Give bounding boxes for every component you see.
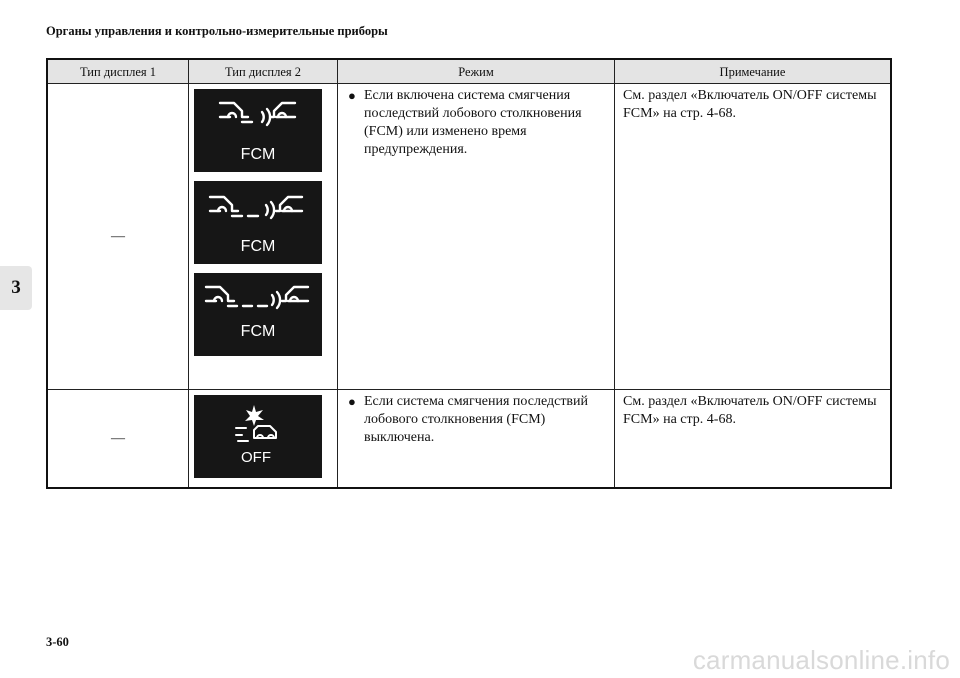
fcm-distance-long-icon (194, 273, 322, 356)
running-header: Органы управления и контрольно-измерительные приборы (46, 24, 388, 38)
mode-bullet-item (348, 87, 608, 159)
fcm-distance-medium-icon (194, 181, 322, 264)
display-type-1-cell: — (47, 84, 189, 390)
chapter-tab: 3 (0, 266, 32, 310)
column-header-display-type-2: Тип дисплея 2 (189, 59, 338, 84)
display-type-1-cell: — (47, 390, 189, 489)
display-type-2-cell (189, 390, 338, 489)
off-label: OFF (241, 449, 271, 466)
note-cell: См. раздел «Включатель ON/OFF системы FCM» на стр. 4-68. (615, 84, 892, 390)
column-header-display-type-1: Тип дисплея 1 (47, 59, 189, 84)
column-header-mode: Режим (338, 59, 615, 84)
mode-text: Если включена система смягчения последствий лобового столкновения (FCM) или изменено время предупреждения. (364, 88, 582, 157)
fcm-distance-short-icon (194, 89, 322, 172)
table-row (47, 84, 891, 390)
fcm-off-icon (194, 395, 322, 478)
fcm-label: FCM (240, 323, 276, 340)
bullet-dot-icon: ● (348, 394, 356, 409)
page-number: 3-60 (46, 635, 69, 649)
fcm-label: FCM (240, 238, 276, 255)
table-row (47, 390, 891, 489)
table-header-row (47, 59, 891, 84)
note-cell: См. раздел «Включатель ON/OFF системы FCM» на стр. 4-68. (615, 390, 892, 489)
column-header-note: Примечание (615, 59, 892, 84)
mode-bullet-item (348, 393, 608, 447)
fcm-label: FCM (240, 146, 276, 163)
bullet-dot-icon: ● (348, 88, 356, 103)
mode-text: Если система смягчения последствий лобового столкновения (FCM) выключена. (364, 394, 589, 445)
watermark: carmanualsonline.info (692, 645, 950, 675)
display-mode-table (46, 58, 892, 489)
mode-cell (338, 84, 615, 390)
mode-cell (338, 390, 615, 489)
display-type-2-cell (189, 84, 338, 390)
